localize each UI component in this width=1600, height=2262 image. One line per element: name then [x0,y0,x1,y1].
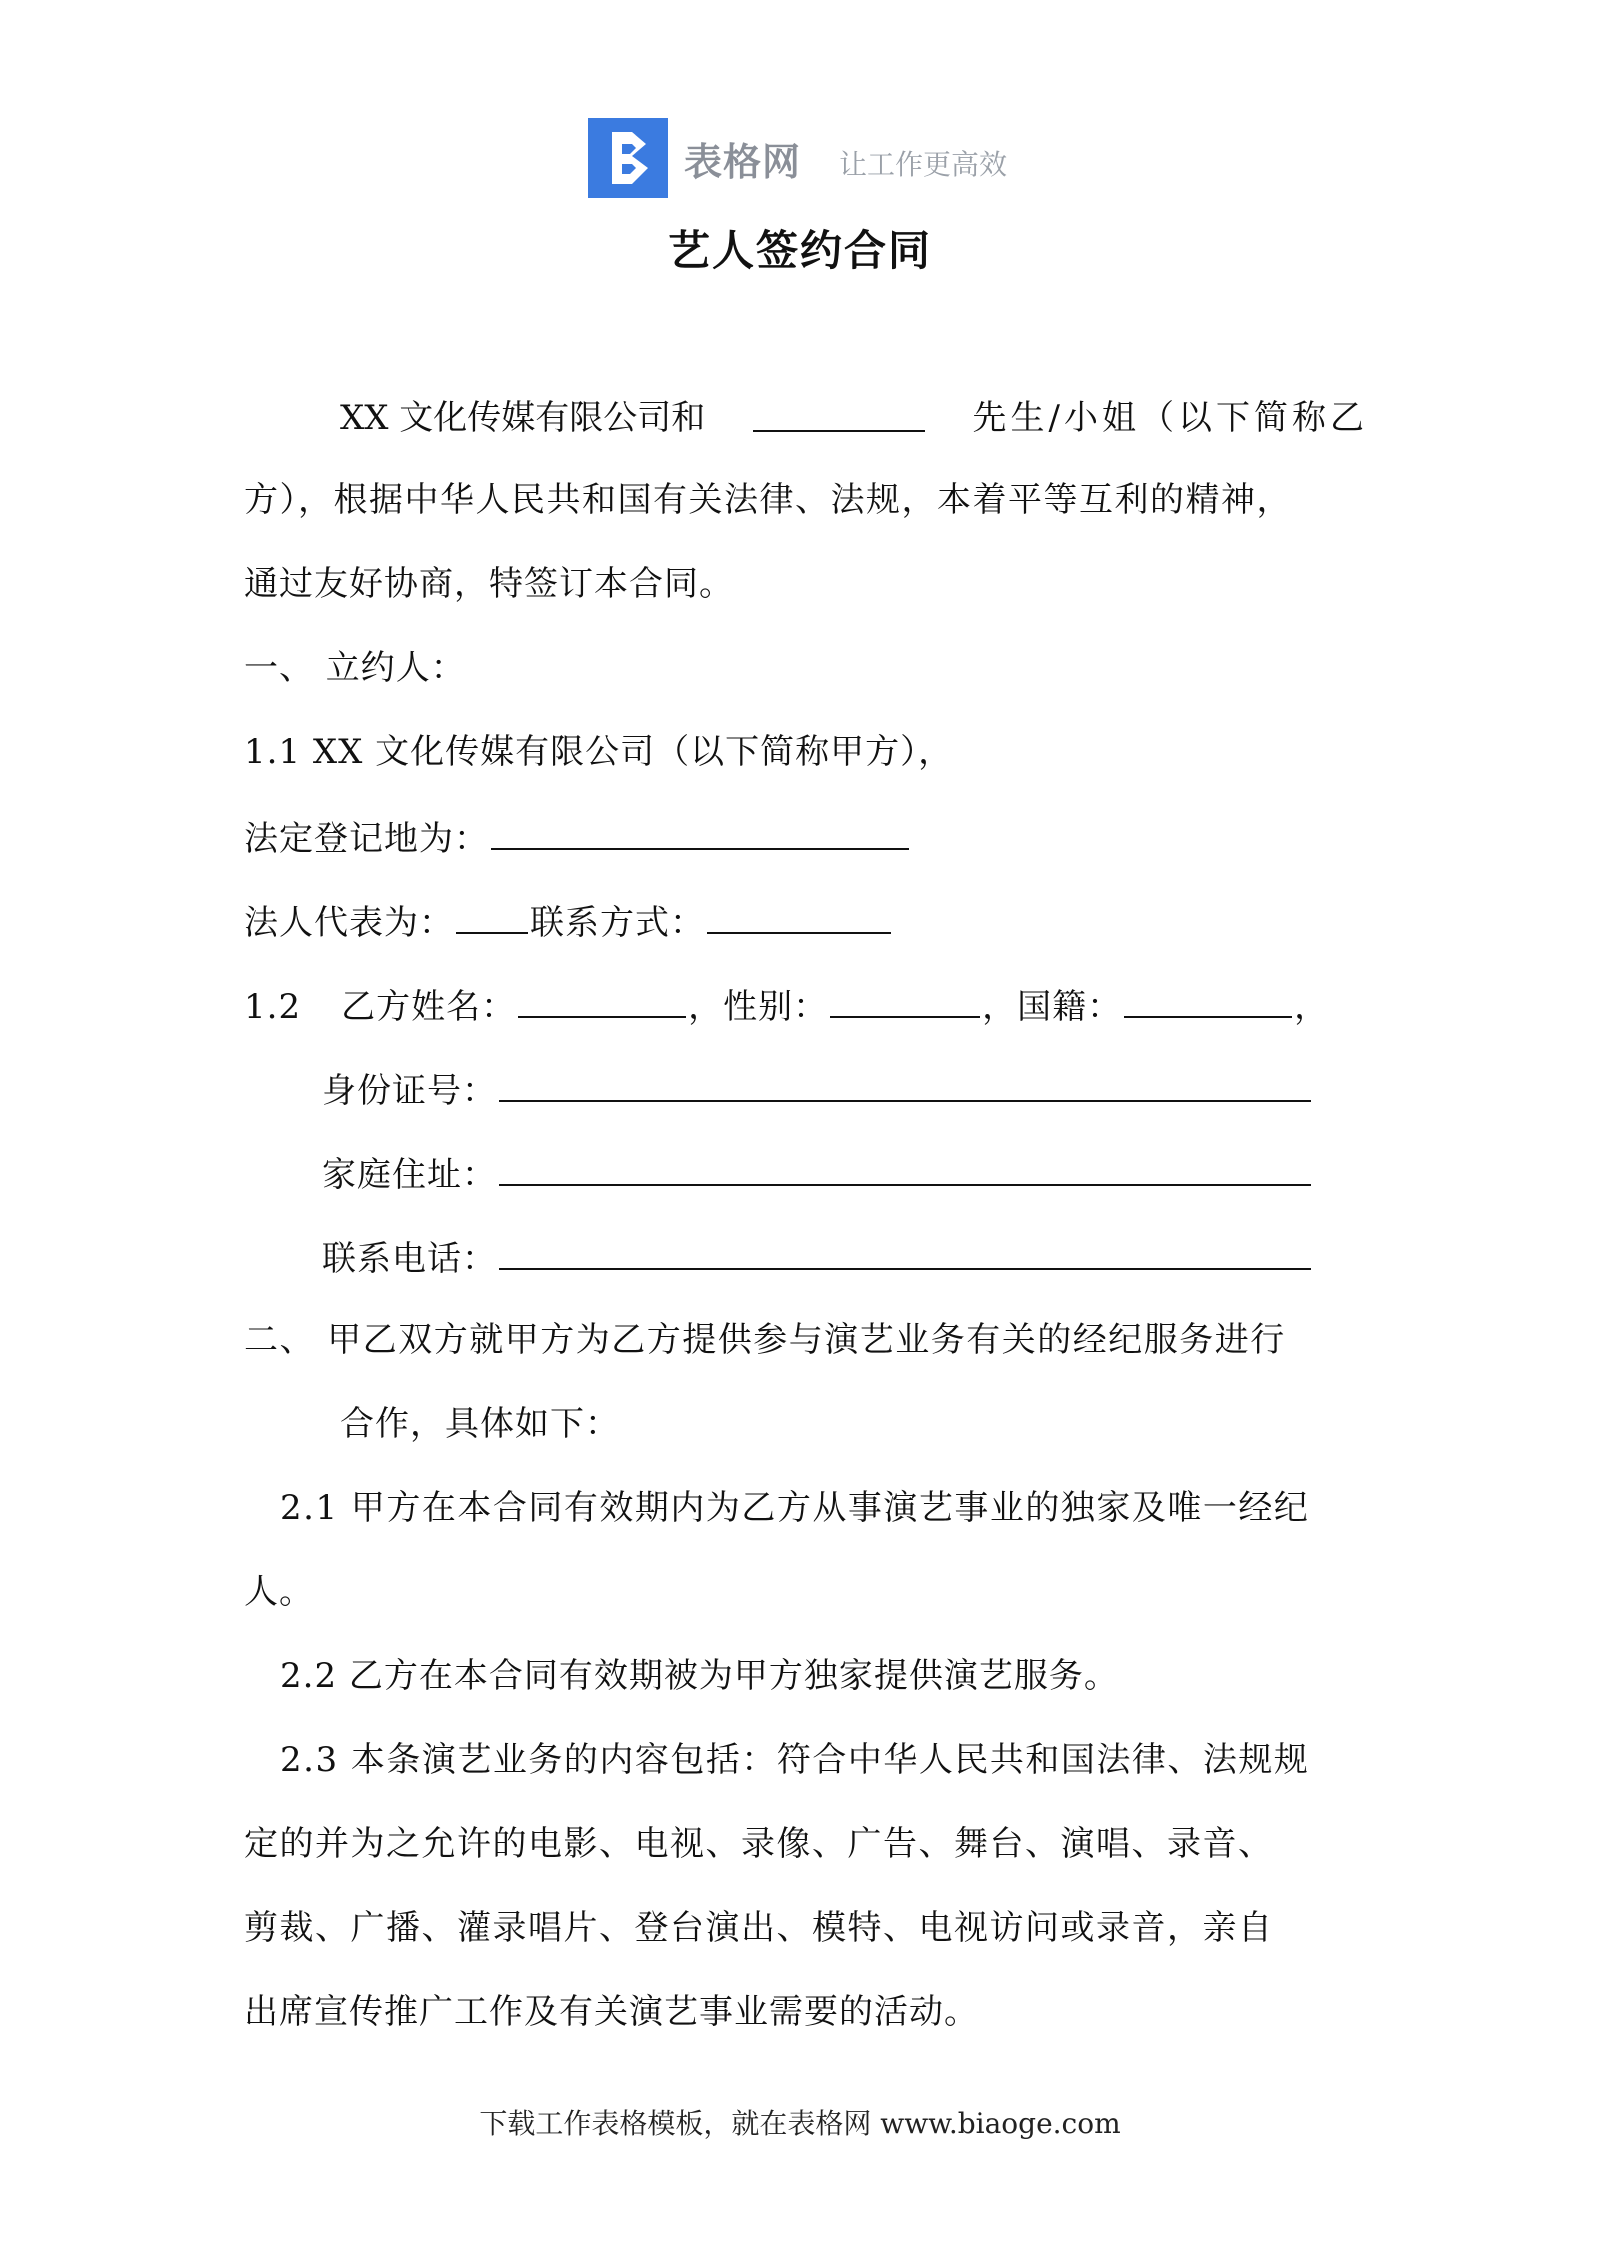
logo-name: 表格网 [684,139,802,184]
reg-address-label: 法定登记地为： [244,819,489,859]
item-1-1: 1.1 XX 文化传媒有限公司（以下简称甲方）， [244,732,954,772]
item-1-2-number: 1.2 [244,987,302,1027]
reg-address-row [244,814,911,861]
clause-2-3-line-3: 剪裁、广播、灌录唱片、登台演出、模特、电视访问或录音，亲自 [244,1908,1274,1948]
nationality-label: ，国籍： [982,987,1123,1027]
legal-rep-row [244,898,893,945]
clause-2-2: 2.2 乙方在本合同有效期被为甲方独家提供演艺服务。 [280,1656,1119,1696]
gender-label: ，性别： [688,987,829,1027]
logo-slogan: 让工作更高效 [839,148,1008,181]
document-title: 艺人签约合同 [667,226,932,275]
home-address-row [322,1150,1313,1197]
intro-line-1 [340,396,1368,440]
site-logo [588,118,1007,198]
home-address-label: 家庭住址： [322,1155,497,1195]
id-number-row [322,1066,1313,1113]
legal-rep-label: 法人代表为： [244,903,454,943]
phone-blank [499,1234,1311,1270]
id-number-blank [499,1066,1311,1102]
clause-2-3-line-1: 2.3 本条演艺业务的内容包括：符合中华人民共和国法律、法规规 [280,1740,1310,1780]
id-number-label: 身份证号： [322,1071,497,1111]
clause-2-3-line-2: 定的并为之允许的电影、电视、录像、广告、舞台、演唱、录音、 [244,1824,1274,1864]
intro-line-2: 方），根据中华人民共和国有关法律、法规，本着平等互利的精神， [244,480,1292,520]
party-b-name-blank [753,396,925,432]
contact-blank [707,898,891,934]
clause-2-1-line-2: 人。 [244,1572,314,1612]
nationality-blank [1124,982,1292,1018]
page-footer: 下载工作表格模板，就在表格网 www.biaoge.com [479,2107,1121,2140]
home-address-blank [499,1150,1311,1186]
legal-rep-blank [456,898,528,934]
party-b-info-row [244,982,1329,1029]
intro-line-3: 通过友好协商，特签订本合同。 [244,564,734,604]
clause-2-3-line-4: 出席宣传推广工作及有关演艺事业需要的活动。 [244,1992,979,2032]
name-label: 乙方姓名： [341,987,517,1027]
section-2-heading-line-1: 二、 甲乙双方就甲方为乙方提供参与演艺业务有关的经纪服务进行 [244,1320,1286,1360]
section-2-heading-line-2: 合作，具体如下： [340,1404,620,1444]
intro-party-b: 先生/小姐（以下简称乙 [972,398,1368,438]
intro-company: XX 文化传媒有限公司和 [340,398,706,438]
phone-row [322,1234,1313,1281]
section-1-heading: 一、 立约人： [244,648,466,688]
biaoge-logo-icon [588,118,668,198]
gender-blank [830,982,980,1018]
contact-label: 联系方式： [530,903,705,943]
name-blank [518,982,686,1018]
clause-2-1-line-1: 2.1 甲方在本合同有效期内为乙方从事演艺事业的独家及唯一经纪 [280,1488,1310,1528]
phone-label: 联系电话： [322,1239,497,1279]
trailing-comma: ， [1294,987,1330,1027]
reg-address-blank [491,814,909,850]
